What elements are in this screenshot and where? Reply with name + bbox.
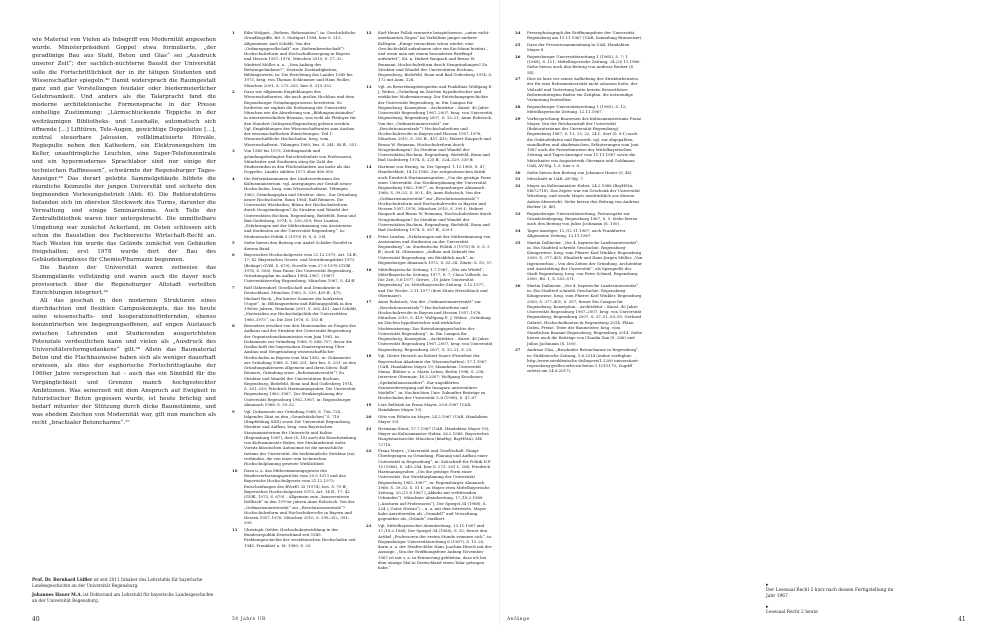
endnote <box>515 30 643 41</box>
endnote-number: 23 <box>366 523 372 529</box>
endnote <box>366 267 493 299</box>
endnote <box>515 76 643 102</box>
endnote-text: Siehe hierzu den Beitrag von André Schäfer-Zweifel in diesem Band. <box>244 240 353 251</box>
author-bio: ist Doktorand am Lehrstuhl für bayerische Landesgeschichte an der Universität Regensburg. <box>32 592 214 603</box>
endnote-text: Dazu der Pressezusammenhang in UAR, Handakten Mayer 8. <box>527 41 630 53</box>
endnote-text: Vgl. Dokumente zur Gründung 1968, S. 706–724, folgendes Zitat zu den „Grundsätzlichen“ S. 718 (Empfehlung XXII) sowie Die Universität Regensburg, Struktur und Aufbau, hrsg. vom Bayerischen Staatsministerium für Unterricht und Kultus (Regensburg 1967), dort (S. 18) auch die Einschränkung von Kultusminister Huber, der Strukturbeirat unter Vorsitz klassischen Autonomie ist die menschliche Instanz der Universität, die herkömmliche Struktur (zu) verbinden, die von einer rein technischen Hochschulplanung gesetzte Wirklichkeit <box>244 408 357 467</box>
endnote-number: 19 <box>366 401 372 407</box>
endnote-text: Mayer an Kultusminister Huber, 24.2.1968 (BayHStA, MK72718). Das Zepter war ein Geschenk der Universität Würzburg, und wurde Mayer ausdrücklich aus diesem Anlass überreicht. Siehe hierzu den Beitrag von Andreas Becker (S. 46). <box>527 182 640 209</box>
endnote <box>232 89 358 147</box>
endnote-number: 35 <box>515 239 521 245</box>
endnote-number: 21 <box>366 425 372 431</box>
endnote <box>515 116 643 169</box>
endnote-number: 30 <box>515 169 521 175</box>
endnote <box>515 228 643 239</box>
author-name: Prof. Dr. Bernhard Löffler <box>32 577 93 582</box>
author-notes <box>32 577 216 607</box>
endnote-text: Hermann Staut, 17.7.1967 (UAR, Handakten Mayer 19); Mayer an Kultusminister Huber, 26.2.1968. Bayerisches Hauptstaatsarchiv München (künftig: BayHStA), MK 72718. <box>378 425 490 447</box>
endnote <box>515 54 643 75</box>
endnote <box>366 523 493 570</box>
endnote-text: Lorz Rellstab an Franz Mayer, 29.6.1967 (UAR, Handakten Mayer 19). <box>378 401 472 413</box>
endnote-text: Andreas Glas, „Brachialer Betoncharme in Regensburg“, in: Süddeutsche Zeitung, 5.6.2014 (online verfügbar: http://www.sueddeutsche.de/bayern/1.2200 universitaet-regensburg-grelles-erbe-im-beton-1.1015170; Zugriff zuletzt am 14.6.2017). <box>527 347 640 374</box>
endnote-text: Vgl. Mittelbayerischer Abendzeitung, 13.11.1967 und 17./18.2.1968; Der Spiegel 34 (1968), S. 32; ferner den Artikel „Professoren der ersten Stunde erinnern sich“, in: Regensburger Universitätszeitung 6 (1987), S. 15–20, darin u. a. der Strafrechtler Hans Joachim Hirsch mit der Aussage, „Von der Eröffnungsfeier Anfang November 1967 ist mir v. a. in Erinnerung geblieben, dass ich bei dem einzige Mal in Deutschland einen Talar getragen habe.“ <box>378 523 493 571</box>
endnote-number: 24 <box>515 30 521 35</box>
running-head-right: Anfänge <box>507 617 530 622</box>
endnote-text: Bayerisches Hochschulgesetz vom 21.12.1973, Art. 14 ff., 17; 42 (Bayerisches Gesetz- und Verordnungsblatt 1973 (Beilage) GVBl. S. 679); Novelle vom 27.9.1978 (GVBl. 1978, S. 508). Max Pauer, Die Universität Regensburg – Gründungsplan im Aufbau 1964–1967, (1967) Universitätsverlag Regensburg, München 1967, S. 44 ff. <box>244 252 359 284</box>
endnote-text: Martin Dallmeier, „Die 4. bayerische Landesuniversität“, in: Ein Stadtteil schreibt Geschichte. Regensburg-Königswiese, hrsg. vom Pfarrer Karl Winkler, Regensburg 2000, S. 377–401; Elisabeth und Hans-Jürgen Müller, „Von Ingenieurbau – Von den Zeiten der Gründung. Architektur und Ausstattung der Universität“, als Sparquelle der Stadt Regensburg, hrsg. von Peter Schmid, Regensburg 2000, Bd. 1, S. 553–571. <box>527 239 643 282</box>
author-note <box>32 577 216 589</box>
endnote-number: 29 <box>515 115 521 121</box>
endnote-text: Vorbesprechung Bauwesen des Kultusministeriums Franz Mayer, Von der Reichsanstalt der Universität (Rektoratsräume der Universität Regensburg), Regensburg 1967, S. 11, 13, 22, 24 f., dort (S. 8 f.) auch die Gebäudedaten und Bauwerk: vgl. zur abgepaßten, standhaften und akademischen, Erläuterungen vom Juni 1967 auch die Pressehinweise der Mittelbayerischen Zeitung und Tages-Anzeiger vom 11.11.1967 sowie die Mitschnitte von Auguststreik Obermair und Goldmann UAR, AV-Slg. 1–9, hier v. 8. <box>527 115 642 168</box>
endnote-text: Eike Wolgast, „Reform, Reformation“, in: Geschichtliche Grundbegriffe, Bd. 5, Stuttgart 1984, hier S. 313. Allgemeiner Axel Schildt, Von der „Ordnungsgesellschaft“ zur „Reformbereitschaft“? Hochschulreform und Hochschulbewegung in Bayern und Hessen 1957–1976, München 2010, S. 17–32; Winfried Müller u. a., „Vom Anfang des Reformgedankens?“, Zentrale Zuständigkeiten, Bildungswerte, in: Die Errichtung des Landes 1949 bis 1973, hrsg. von Thomas Schlemmer und Hans Woller, München 2001, S. 273–355, hier S. 319–352. <box>244 30 356 88</box>
caption-text: Lesesaal Recht 2 heute <box>766 610 818 615</box>
endnote <box>366 30 493 83</box>
endnote-number: 25 <box>515 41 521 47</box>
endnote <box>232 252 358 284</box>
endnote <box>232 468 358 526</box>
author-note <box>32 592 216 604</box>
endnote <box>232 148 358 174</box>
endnote <box>515 240 643 282</box>
endnote-text: Dies ist kurz vor seiner Aufhebung des Strukturbeirates, der für eine Reformuniversität nicht zulassen hatte, der Vielzahl und Vertretung hatte bereits Ressortleiter: Reformstrategien finden ein Zeitplan, die notwendige Vermutung feststellen. <box>527 76 640 103</box>
endnote-text: Mittelbayerische Zeitung, 1.7.1967, „Wie ein Würfel“, Mittelbayerische Zeitung, 1977, S. 7; Claus Vollrath, in: Die Zeit, 5.8.1977; Grewe, „10 Jahre Universität Regensburg“ in: Mittelbayerische Zeitung, 3.12.1977, und Die Woche, 3.11.1977 (dort Zitate Herschbach und Obermaier). <box>378 266 489 298</box>
endnote-text: Hartmut von Hentig, in: Der Spiegel, 1.12.1965, S. 47; Hundertblatt, 14.10.1965. Zur zeitgenössischen Kritik auch Friedrich Hartmannsgruber, „Um die geistige Form einer Universität. Zur Strukturplanung der Universität Regensburg 1962–1967“, in: Regensburger Almanach 1968, S. 39–52, S. 50 f., 48; Anne Rohstock, Von der „Ordinarienuniversität“ zur „Revolutionszentrale“? Hochschulreform und Hochschulrevolte in Bayern und Hessen 1957–1976, München 2010, S. 399 f.; Hubert Raupach und Bruno W. Reimann, Hochschulreform durch Neugründungen? Zu Struktur und Wandel der Universitäten Bochum, Regensburg, Bielefeld, Bonn und Bad Godesberg 1974, S. 307 ff., 329 f. <box>378 164 492 233</box>
author-name: Johannes Hauer M.A. <box>32 592 82 597</box>
endnotes-column-c <box>515 30 643 375</box>
endnote-number: 2 <box>232 89 235 95</box>
endnote-number: 17 <box>366 299 372 305</box>
endnote-number: 34 <box>515 227 521 233</box>
endnote-number: 8 <box>232 323 235 329</box>
endnote <box>515 283 643 346</box>
caption-text: Der Lesesaal Recht 2 kurz nach dessen Fertigstellung im Jahr 1967 <box>766 588 894 599</box>
page-number-left: 40 <box>32 616 40 623</box>
endnote-number: 3 <box>232 148 235 154</box>
endnotes-column-b <box>366 30 493 572</box>
endnote <box>232 527 358 548</box>
image-captions <box>766 582 894 616</box>
endnote-number: 15 <box>366 233 372 239</box>
endnote <box>366 164 493 232</box>
endnote <box>232 285 358 322</box>
endnote-text: Karl-Heinz Pollok erinnerte beispielsweise, „unter nicht-anerkannten Zügen“ im Verhältnis junger anderer Kollegen: „Einige versuchten schon wieder, eine Geschichtsbild aufzubauen oder ein Ein-Mann-Institut – und wenn man mit einem besonderen Briefkopf aufwartet“, Zit. n. Hubert Raupach und Bruno W. Reimann, Hochschulreform durch Neugründungen? Zu Struktur und Wandel der Universitäten Bochum, Regensburg, Bielefeld, Bonn und Bad Godesberg 1974, S. 172 mit Anm. 128. <box>378 30 493 83</box>
endnote-number: 18 <box>366 353 372 359</box>
endnote <box>232 240 358 251</box>
endnote-number: 31 <box>515 176 521 182</box>
endnote-text: Dazu wie allgemein Empfehlungen des Wissenschaftsrates, die nach großen Hochbau und dem Regensburger Gründungsprozesse bereiteten. So forderten sie explizit die Entlastung der Universität München wie die Abwehrung von „Bildungsnotständen“ in unterentwickelten Räumen, was wohl als Plädoyer für den Standort Ostbayern/Regensburg gelesen werden. Vgl. Empfehlungen des Wissenschaftsrates zum Ausbau der wissenschaftlichen Einrichtungen. Teil 1: Wissenschaftliche Hochschulen, hrsg. vom Wissenschaftsrat, Tübingen 1960, bes. S. 24f., 48 ff., 551. <box>244 89 358 147</box>
endnote <box>515 42 643 53</box>
endnote <box>366 234 493 266</box>
endnote-text: Regensburger Universitätszeitung 1 (1965), S. 7; 1 (1968), S. 121; Mittelbayerische Zeitung, 24./25.11.1966. Siehe hierzu auch den Beitrag von Andreas Becker (S. 54). <box>527 53 641 75</box>
endnote-text: Vgl. zu Bewerbungsbeispielen und Punktlinie Wolfgang E. J. Weber, „Gründung im Zeichen hypothetischer und wirklicher Modernisierung: Zur Entstehungsgeschichte der Universität Regensburg, in: Ein Campus für Regensburg, Konzeption – Architektur – Kunst. 40 Jahre Universität Regensburg 1967–2007, hrsg. von Universität Regensburg, Regensburg 2007, S. 13–21; Anne Rohstock, Von der „Ordinarienuniversität“ zur „Revolutionszentrale“? Hochschulreform und Hochschulrevolte in Bayern und Hessen 1957–1976, München 2010, S. 302 ff., 407–415; Hubert Raupach und Bruno W. Reimann, Hochschulreform durch Neugründungen? Zu Struktur und Wandel der Universitäten Bochum, Regensburg, Bielefeld, Bonn und Bad Godesberg 1974, S. 225 ff., 324–329, 339 ff. <box>378 83 493 163</box>
endnote-number: 27 <box>515 76 521 82</box>
endnote-text: Die Reformkommunen der Ländersreformen der Kultusministerium: vgl. Anregungen zur Gestalt neuer Hochschulen, hrsg. vom Wissenschaftsrat, Tübingen 1962; Gründungsplan und Struktur: ders., Zur Gründung neuer Hochschulen, Bonn 1964; Ralf Reimers, Die Universität Wiesbaden; Bilanz der Hochschulreform durch Neugründungen? Zu Struktur und Wandel der Universitäten Bochum, Regensburg, Bielefeld, Bonn und Bad Godesberg, 1974, S. 330–359; Peer Landau, „Erfahrungen mit der Mitbestimmung von Assistenten und Studenten an der Universität Regensburg“, in: Studentische Politik 3 (1970) H. 8, S. 3 ff. <box>244 175 358 239</box>
endnote <box>366 299 493 352</box>
endnote <box>366 353 493 400</box>
endnote-text: Christoph Oehler, Hochschulentwicklung in der Bundesrepublik Deutschland seit 1945. Problemgeschichte der westdeutschen Hochschulen seit 1945, Frankfurt a. M. 1989, S. 20. <box>244 526 356 548</box>
endnote <box>515 347 643 373</box>
endnote-number: 22 <box>366 448 372 454</box>
endnote-number: 32 <box>515 182 521 188</box>
endnote <box>515 211 643 227</box>
endnote-text: Vgl. Dieter Henrich an Robert Sauer (Präsident der Bayerischen Akademie der Wissenschaften), 17.1.1967 (UAR, Handakten Mayer 19; Mannheim: Universität Mainz, Blätter u. a. Marta Leben, Berlin 1996, S. 238; Interview Obermair, 16.3.2007; Wolfgang Kronbauer, „Spekulationsstandort“. Zur ungeklärten Seniorenbewegung auf die Inaugura universitärer Modelle“, in: Nachrichten Univ. Zukunfter Beiträge zu Hochschulen der Universität 5–6 (1998), S. 47–67. <box>378 353 487 401</box>
endnote-text: Regensburger Universitätszeitung, Festausgabe zur Grundsteinlegung, Regensburg 1967, S. 5. Siehe hierzu auch den Beitrag von Julius Jochmann (S. 100). <box>527 210 638 227</box>
endnote <box>366 84 493 163</box>
endnote-number: 4 <box>232 175 235 181</box>
endnote-text: Pressephotograph der Eröffnungsfeier der Universität Regensburg am 11.11.1967 (UAR, Sammlung Brauneiser). <box>527 30 643 41</box>
endnote <box>232 30 358 88</box>
endnote-number: 37 <box>515 347 521 353</box>
endnote-text: Regensburger Universitätszeitung 1 (1965), S. 12; Mittelbayerische Zeitung, 12.11.1967. <box>527 103 627 115</box>
endnote-number: 33 <box>515 210 521 216</box>
endnote-number: 36 <box>515 282 521 288</box>
right-page <box>500 0 1000 625</box>
endnote-text: Dazu u. a. das Mitbestimmungsgesetz des Bundesverfassungsgerichts vom 29.5.1973 und das Bayerische Hochschulgesetz vom 21.12.1973: Entscheidungen des BVerfG 35 (1974), bes. S. 79 ff.; Bayerisches Hochschulgesetz 1973, Art. 14 ff., 17; 42 (GVBl. 1973, S. 679) – Allgemein zum „konservativen Rollback“ in den 1970er Jahren Anne Rohstock, Von der „Ordinarienuniversität“ zur „Revolutionszentrale“? Hochschulreform und Hochschulrevolte in Bayern und Hessen 1957–1976, München 2010, S. 299–352, 391–399. <box>244 467 355 526</box>
endnote-text: Rolf Dahrendorf, Gesellschaft und Demokratie in Deutschland, München 1965, S. 339, 439 ff., 475; Michael Ruck, „Ein kurzer Sommer der konkreten Utopie“, in: Bildungsreform und Bildungspolitik in den 1960er Jahren, Weinheim 2001, S. 362–401; Axel Schildt, „Materialien zur Hochschulpolitik der Universitäten 1960–1975“, in: Die Zeit 1978, S. 153 ff. <box>244 285 358 322</box>
body-text-column <box>32 36 216 428</box>
endnote-number: 6 <box>232 252 235 258</box>
endnote-number: 28 <box>515 103 521 109</box>
endnote <box>366 448 493 522</box>
endnote <box>515 176 643 181</box>
endnote-number: 26 <box>515 53 521 59</box>
endnote-text: Siehe hierzu den Beitrag von Johannes Hauer (S. 46). <box>527 169 633 175</box>
endnote-text: Franz Mayer, „Universität und Gesellschaft. Einige Überlegungen zu Gründung, Planung und Aufbau einer Universität in Regensburg“, in: Zeitschrift für Politik N.F. 15 (1968), S. 249–284, hier S. 273, 281 f., 284; Friedrich Hartmannsgruber, „Um die geistige Form einer Universität. Zur Strukturplanung der Universität Regensburg 1962–1967“, in: Regensburger Almanach 1968, S. 39–52, S. 51 f.; zu Mayer etwa Mittelbayerische Zeitung, 20./21.6.1967 („Abkehr mit weltfremden Urkunden“); Münchner Abendzeitung, 17./18.2.1968 („Ansturm auf Professoren“); Der Spiegel 34 (1968), S. 224 („Unter Niveau“) – u. a. mit dem Sitzwerte, Mayer habe Antrittsreden als „Grundell“ und Verwaltung gegenüber als „Gründe“ etabliert. <box>378 448 492 522</box>
body-paragraph: Die Bauten der Universität waren zeitweise das Stammgelände vollständig und waren auch die davor noch provisorisch über die Regensburger Altstadt verteilten Einrichtungen integriert.³⁴ <box>32 265 216 296</box>
endnote-number: 10 <box>232 467 238 473</box>
endnote-text: Peter Landau, „Erfahrungen mit der Mitbestimmung von Assistenten und Studenten an der Universität Regensburg“, in: Studentische Politik 3 (1970) H. 8, S. 3 ff.; Auch M. Obermaier, „Aufbau und Zukunft der Universität Regensburg: ein Rückblick nach“, in: Regensburger Almanach 1973, S. 53–58, Zitate: S. 55, 57. <box>378 233 493 265</box>
caption-arrow-icon: ▸ <box>766 604 769 610</box>
endnote-number: 11 <box>232 526 238 532</box>
endnote-text: Anne Rohstock, Von der „Ordinarienuniversität“ zur „Revolutionszentrale“? Hochschulreform und Hochschulrevolte in Bayern und Hessen 1957–1976, München 2010, S. 419; Wolfgang E. J. Weber, „Gründung im Zeichen hypothetischer und wirklicher Modernisierung: Zur Entstehungsgeschichte der Universität Regensburg“, in: Ein Campus für Regensburg, Konzeption – Architektur – Kunst. 40 Jahre Universität Regensburg 1967–2007, hrsg. von Universität Regensburg, Regensburg 2007, S. 13–21, S. 20. <box>378 299 493 352</box>
endnote-number: 13 <box>366 83 372 89</box>
endnote-number: 1 <box>232 30 235 35</box>
endnote-text: Martin Dallmeier, „Die 4. bayerische Landesuniversität“, in: Ein Stadtteil schreibt Geschichte. Regensburg-Königswiese, hrsg. vom Pfarrer Karl Winkler, Regensburg 2000, S. 377–401, S. 397; ferner Ein Campus für Regensburg, Konzeption – Architektur – Kunst. 40 Jahre Universität Regensburg 1967–2007, hrsg. von Universität Regensburg, Regensburg 2007, S. 37–51, 63–95; Gerhard Gabriel, Hochschulbauten in Regensburg 2014: Pläne, Daten, Preise, Texte der Baumeister, hrsg. vom Staatlichen Bauamt Regensburg, Regensburg 2014. Siehe hierzu auch die Beiträge von Claudia Zim (S. 286) und Julius Jochmann (S. 100). <box>527 282 642 346</box>
body-paragraph: wie Material von Vielen als Inbegriff von Modernität angesehen wurde. Ministerpräsident Goppel etwa formulierte, „der geradlinige Bau aus Stahl, Beton und Glas“ sei „Ausdruck unserer Zeit“; der sachlich-nüchterne Baustil der Universität solle die Fortschrittlichkeit der in ihr tätigen Studenten und Wissenschaftler spiegeln.³⁰ Damit widersprach die Raumgestalt ganz und gar Vorstellungen feudaler oder biedermeierlicher Gelehrsamkeit. Und anders als die Talarpracht fand die moderne architektonische Formensprache in der Presse einhellige Zustimmung: „Lärmschluckende Teppiche in der weiträumigen Bibliotheks- und Lesehalle, automatisch sich öffnende […] Lifttüren, Tele-Augen, gewichtige Doppelsitze […], zentral steuerbare Jalousien, vollklimatisierte Hörsäle, Regiepulte neben den Kathedern, ein Elektronengehirn im Keller, unaufdringliche Leuchten, eine Super-Telefonzentrale und ein hypermodernes Sprachlabor sind nur einige der technischen Raffinessen“, schwärmte der Regensburger Tages-Anzeiger.³⁴ Das derart gelobte Sammelgebäude bildete die räumliche Keimzelle der jungen Universität und sicherte den beginnenden Vorlesungsbetrieb (Abb. 6). Die Rektoratsbüros befanden sich im obersten Stockwerk des Turms, darunter die Verwaltung und einige Seminarräume. Auch Teile der Zentralbibliothek waren hier untergebracht. Die unmittelbare Umgebung war zunächst Ackerland, im Osten schlossen sich schon die Baustellen des Fachbereichs Wirtschaft-Recht an. Nach Westen hin wurde das Gelände zunächst von Gebäuden freigehalten; erst 1978 wurde dort der Bau des Gebäudekomplexes für Chemie/Pharmazie begonnen. <box>32 37 216 264</box>
endnote-number: 5 <box>232 240 235 246</box>
body-paragraph: All das geschah in den modernen Strukturen eines durchdachten und flexiblen Campuskonzepts, das bis heute seine wissenschafts- und kooperationsfördernden, ebenso konzentrierten wie begegnungsoffenen, auf engen Austausch zwischen Lehrenden und Studierenden ausgerichteten Potenziale verdeutlichen kann und vielen als „Ausdruck des Universitätsreformgedankens“ gilt.³⁸ Allein das Baumaterial Beton und die Flachbauweise haben sich als weniger dauerhaft erwiesen, als dies der euphorische Fortschrittsglaube der 1960er Jahre versprochen hat – auch das ein Sinnbild für die Vergänglichkeit und Grenzen manch hochgesteckter Ambitionen. Was seinerzeit mit dem Anspruch auf Ewigkeit in futuristischer Beton gegossen wurde, ist heute brüchig und bedarf mitunter der Stützung durch dicke Baumstämme, und was ehedem Zeichen von Modernität war, gilt nun manchen als recht „brachialer Betoncharme“.³⁷ <box>32 298 216 427</box>
endnote-number: 20 <box>366 413 372 419</box>
running-head-left: 50 Jahre UR <box>232 617 266 622</box>
endnote-number: 7 <box>232 285 235 291</box>
endnote <box>366 414 493 425</box>
endnote-number: 16 <box>366 266 372 272</box>
endnote-number: 14 <box>366 164 372 170</box>
endnote <box>232 409 358 467</box>
endnotes-column-a <box>232 30 358 549</box>
endnote <box>232 176 358 239</box>
endnote <box>515 170 643 175</box>
endnote <box>515 183 643 209</box>
endnote <box>232 323 358 407</box>
endnote <box>515 104 643 115</box>
caption-arrow-icon: ▸ <box>766 582 769 588</box>
author-bio: ist seit 2011 Inhaber des Lehrstuhls für bayerische Landesgeschichte an der Universität Regensburg. <box>32 577 203 588</box>
endnote-text: Von 1949 bis 1975, Zeitdiagnostik und gründungsbedingter Entschiedenheit von Professoren, Mitarbeiter und Studenten stieg die Zahl der Studierenden in den Flächenländern um mehr als das Doppelte; Länder zählten 1971 über 400.000. <box>244 148 353 175</box>
endnote-text: Götz von Pölnitz an Mayer, 24.2.1967 (UAR, Handakten Mayer 19). <box>378 413 488 425</box>
endnote-number: 12 <box>366 30 372 35</box>
page-number-right: 41 <box>958 616 966 623</box>
endnote-number: 9 <box>232 408 235 414</box>
endnote <box>366 402 493 413</box>
endnote-text: Tages-Anzeiger, 11./12.11.1967; auch Frankfurter Allgemeine Zeitung, 13.11.1967. <box>527 227 626 238</box>
endnote-text: Mitschnitt in UAR, AV-Slg. 7. <box>527 176 584 182</box>
endnote-text: Besonders erwähnt von den Memoranden zu Fragen des Aufbaus und der Struktur der Universität Regensburg der Organisationskommission vom Juni 1963, in: Dokumente zur Gründung 1968, S. 688–707; davor die Denkschrift der bayerischen Staatsregierung Über Ausbau und Neugründung wissenschaftlicher Hochschulen in Bayern vom Mai 1962, in: Dokumente zur Gründung 1968, S. 168–201, hier bes. S. 201; zu den Gründungsakteuren allgemein und ihren Ideen: Ralf Reimers, Gründung einer „Reformuniversität“? Zu Struktur und Wandel der Universitäten Bochum, Regensburg, Bielefeld, Bonn und Bad Godesberg 1974, S. 301–339; Friedrich Hartmannsgruber, Die Universität Regensburg 1962–1967, Zur Strukturplanung der Universität Regensburg 1962–1967, in: Regensburger Almanach 1968, S. 39–52. <box>244 323 356 407</box>
endnote <box>366 426 493 447</box>
